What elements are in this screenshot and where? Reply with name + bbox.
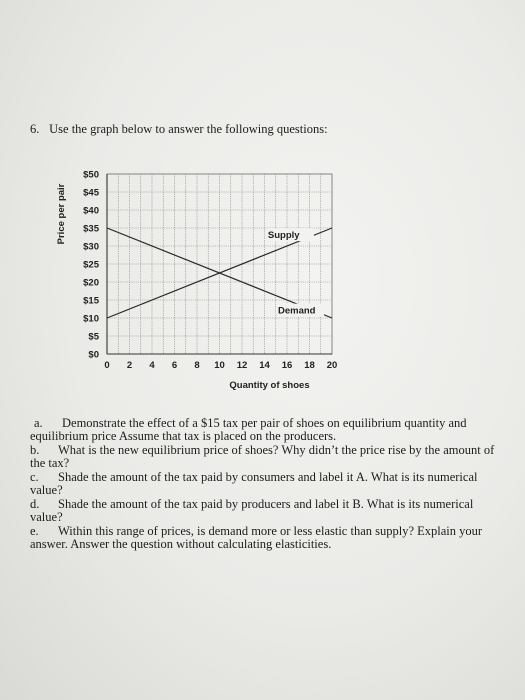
y-tick-label: $5: [88, 331, 99, 343]
y-tick-label: $15: [83, 295, 99, 307]
x-tick-label: 8: [194, 360, 200, 371]
y-tick-label: $50: [83, 169, 99, 181]
question-part-d: [30, 498, 500, 524]
part-letter: a.: [34, 416, 43, 430]
y-tick-label: $0: [88, 349, 99, 361]
y-tick-label: $30: [83, 241, 99, 253]
part-text: Shade the amount of the tax paid by consumers and label it A. What is its numerical value?: [30, 470, 478, 497]
y-tick-label: $35: [83, 223, 99, 235]
question-part-a: [30, 417, 500, 443]
y-axis-label: Price per pair: [56, 183, 67, 245]
x-tick-label: 4: [149, 360, 155, 371]
x-tick-label: 12: [236, 360, 248, 371]
x-tick-label: 16: [281, 360, 293, 371]
part-letter: c.: [30, 470, 39, 484]
x-tick-label: 18: [304, 360, 315, 371]
part-letter: e.: [30, 524, 39, 538]
part-letter: d.: [30, 497, 40, 511]
question-header: [30, 122, 328, 137]
supply-demand-chart: [50, 160, 360, 400]
x-tick-label: 20: [326, 360, 338, 371]
x-tick-label: 14: [259, 360, 270, 371]
question-part-b: [30, 444, 500, 470]
part-text: Demonstrate the effect of a $15 tax per pair of shoes on equilibrium quantity and equilibrium price Assume that tax is placed on the producers.: [30, 416, 467, 443]
part-letter: b.: [30, 443, 40, 457]
question-parts: [30, 417, 500, 552]
supply-label: Supply: [267, 230, 300, 242]
part-text: What is the new equilibrium price of shoes? Why didn’t the price rise by the amount of the tax?: [30, 443, 495, 470]
question-part-e: [30, 525, 500, 551]
demand-label: Demand: [278, 305, 316, 317]
y-tick-label: $40: [83, 205, 99, 217]
chart-labels: [56, 170, 337, 392]
x-tick-label: 0: [104, 360, 110, 371]
part-text: Shade the amount of the tax paid by producers and label it B. What is its numerical value?: [30, 497, 474, 524]
x-tick-label: 2: [126, 360, 133, 371]
x-tick-label: 10: [214, 360, 225, 371]
question-part-c: [30, 471, 500, 497]
chart-grid: [107, 174, 332, 354]
question-number: 6.: [30, 122, 40, 136]
x-tick-label: 6: [171, 360, 178, 371]
y-tick-label: $25: [83, 259, 99, 271]
question-prompt: Use the graph below to answer the following questions:: [49, 122, 328, 136]
y-tick-label: $45: [83, 187, 99, 199]
y-tick-label: $20: [83, 277, 99, 289]
x-axis-label: Quantity of shoes: [229, 380, 310, 391]
y-tick-label: $10: [83, 313, 99, 325]
part-text: Within this range of prices, is demand more or less elastic than supply? Explain your answer. Answer the question without calculating elasticities.: [30, 524, 483, 551]
